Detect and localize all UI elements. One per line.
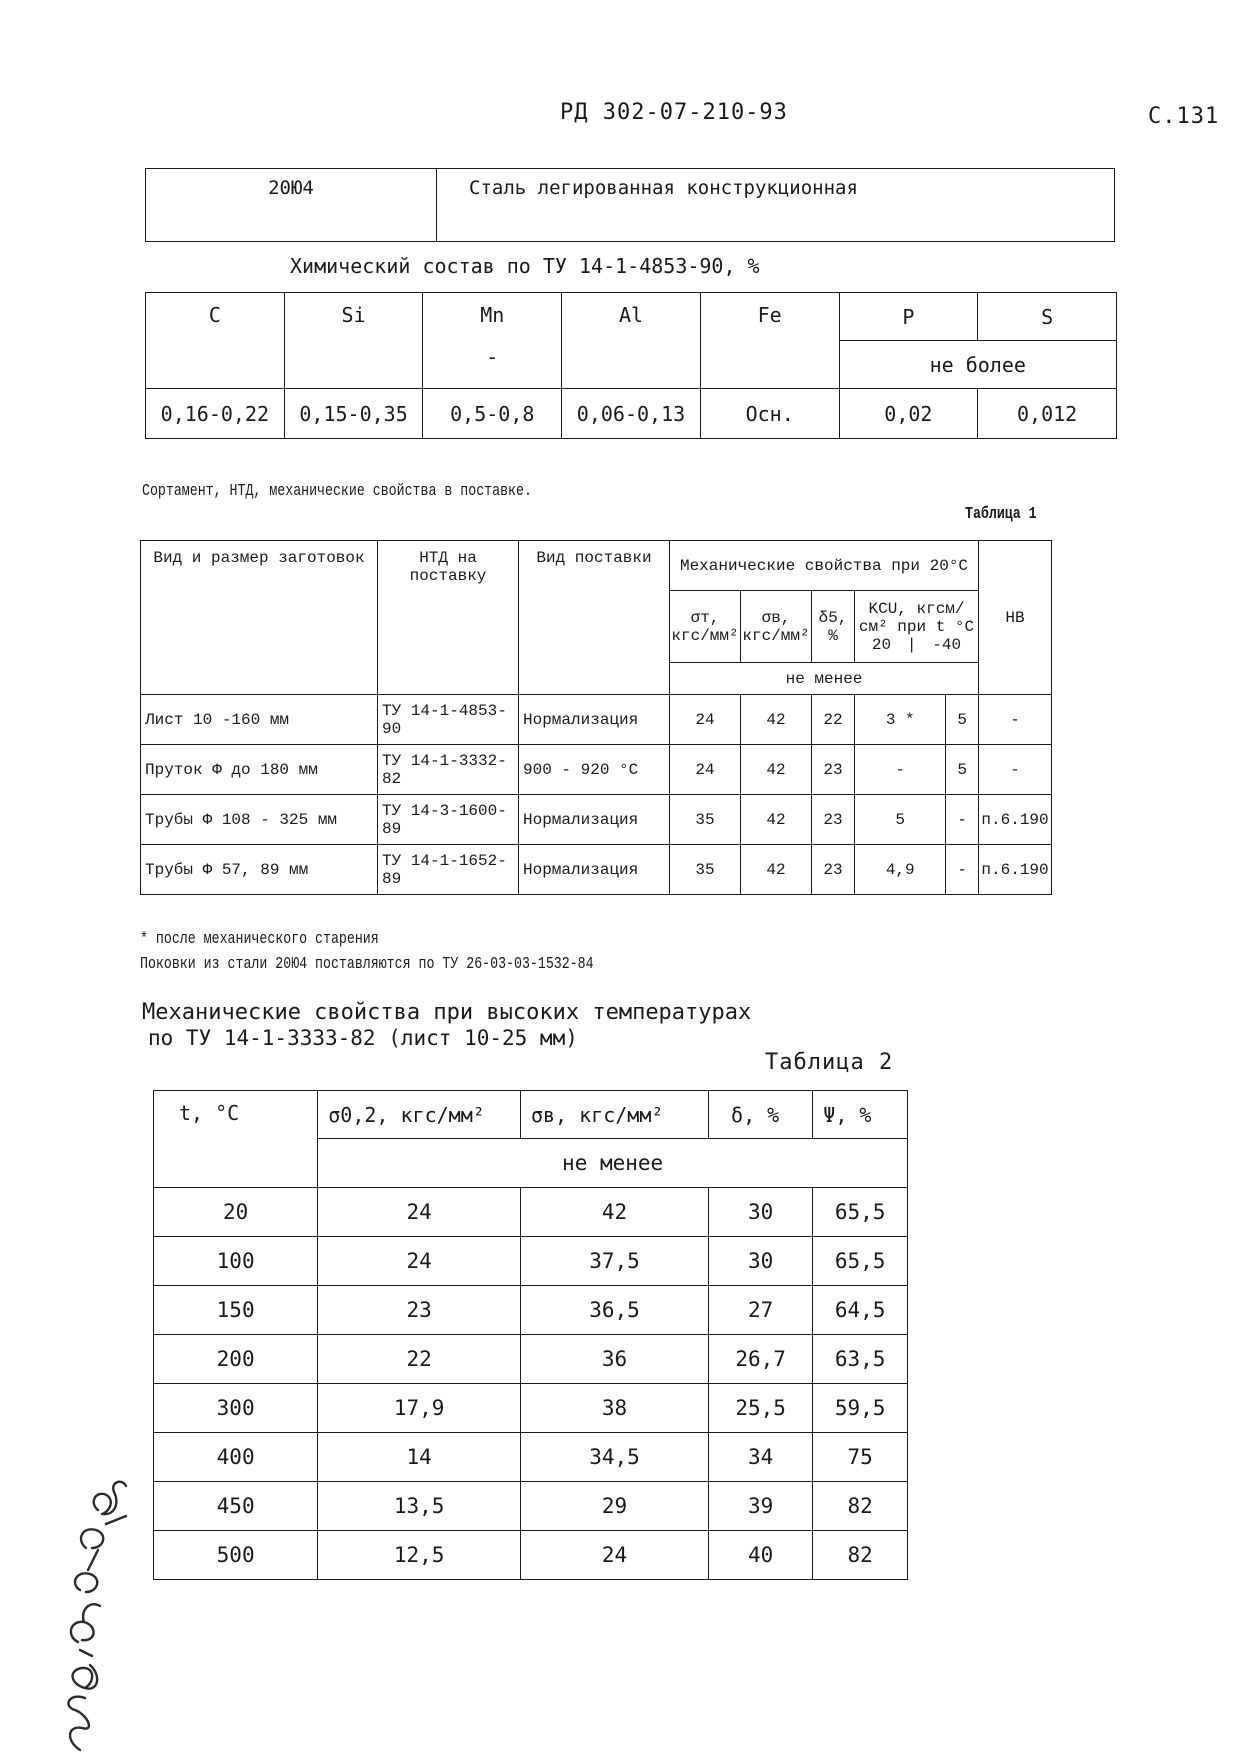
t2-r7-t: 500: [154, 1531, 318, 1580]
t1-header-sigma-t: σт, кгс/мм²: [670, 591, 741, 663]
t2-r3-t: 200: [154, 1335, 318, 1384]
t2-r2-delta: 27: [709, 1286, 813, 1335]
t2-r5-t: 400: [154, 1433, 318, 1482]
t2-r1-delta: 30: [709, 1237, 813, 1286]
t1-r2-ntd: ТУ 14-3-1600-89: [378, 795, 519, 845]
t1-header-kcu-20: 20: [871, 635, 892, 654]
table1-note: Поковки из стали 20Ю4 поставляются по ТУ 26-03-03-1532-84: [140, 955, 594, 974]
chem-header-s: S: [978, 293, 1117, 341]
t1-r3-sigma-t: 35: [670, 845, 741, 895]
t1-r1-hb: -: [979, 745, 1052, 795]
t1-r0-kcum40: 5: [946, 695, 979, 745]
chem-caption: Химический состав по ТУ 14-1-4853-90, %: [290, 254, 760, 278]
chem-header-c: C: [146, 293, 285, 389]
table-row: [154, 1531, 908, 1580]
t1-r3-kind: Трубы Ф 57, 89 мм: [141, 845, 378, 895]
t1-r0-kind: Лист 10 -160 мм: [141, 695, 378, 745]
t2-r3-sigma-v: 36: [520, 1335, 708, 1384]
t1-header-kcu-temps: 20 | -40: [871, 635, 962, 654]
t1-r2-kind: Трубы Ф 108 - 325 мм: [141, 795, 378, 845]
t2-r5-sigma-v: 34,5: [520, 1433, 708, 1482]
t2-r3-sigma02: 22: [318, 1335, 521, 1384]
t1-r0-delta5: 22: [812, 695, 855, 745]
chem-value-c: 0,16-0,22: [146, 389, 285, 439]
t1-header-kcu-label: KCU, кгсм/см² при t °С: [858, 599, 975, 636]
t2-header-psi: Ψ, %: [813, 1091, 908, 1139]
chem-value-al: 0,06-0,13: [562, 389, 701, 439]
t1-header-ntd: НТД на поставку: [378, 541, 519, 695]
t1-r0-hb: -: [979, 695, 1052, 745]
steel-grade-box: [145, 168, 1115, 242]
t1-r0-kcu20: 3 *: [855, 695, 946, 745]
table-row: [154, 1237, 908, 1286]
chem-header-mn-label: Mn: [480, 303, 505, 327]
t1-r3-hb: п.6.190: [979, 845, 1052, 895]
t2-r4-sigma-v: 38: [520, 1384, 708, 1433]
chem-value-s: 0,012: [978, 389, 1117, 439]
t2-r4-delta: 25,5: [709, 1384, 813, 1433]
t2-r0-delta: 30: [709, 1188, 813, 1237]
t2-header-sigma-v: σв, кгс/мм²: [520, 1091, 708, 1139]
t2-r0-sigma02: 24: [318, 1188, 521, 1237]
t2-header-sigma02: σ0,2, кгс/мм²: [318, 1091, 521, 1139]
t2-r7-psi: 82: [813, 1531, 908, 1580]
t1-header-delta5: δ5, %: [812, 591, 855, 663]
t2-r6-sigma-v: 29: [520, 1482, 708, 1531]
t2-r0-t: 20: [154, 1188, 318, 1237]
t2-r7-delta: 40: [709, 1531, 813, 1580]
t2-r6-psi: 82: [813, 1482, 908, 1531]
t2-r5-psi: 75: [813, 1433, 908, 1482]
t1-min-note: не менее: [670, 663, 979, 695]
t1-r0-delivery: Нормализация: [519, 695, 670, 745]
t2-r1-sigma02: 24: [318, 1237, 521, 1286]
table2-title-line2: по ТУ 14-1-3333-82 (лист 10-25 мм): [148, 1026, 578, 1050]
table-row: [141, 745, 1052, 795]
t1-r1-ntd: ТУ 14-1-3332-82: [378, 745, 519, 795]
chem-header-mn: [423, 293, 562, 389]
t1-header-kcu: [855, 591, 979, 663]
t2-r3-psi: 63,5: [813, 1335, 908, 1384]
table2-label: Таблица 2: [765, 1050, 894, 1075]
t1-r3-sigma-v: 42: [741, 845, 812, 895]
chem-value-mn: 0,5-0,8: [423, 389, 562, 439]
table1-footnote: * после механического старения: [140, 930, 379, 949]
t2-r2-sigma-v: 36,5: [520, 1286, 708, 1335]
steel-grade-description: Сталь легированная конструкционная: [437, 169, 1115, 242]
t2-r2-sigma02: 23: [318, 1286, 521, 1335]
table2-high-temperature: [153, 1090, 908, 1580]
table-row: [154, 1286, 908, 1335]
chem-value-fe: Осн.: [700, 389, 839, 439]
t1-header-kcu-m40: -40: [932, 635, 962, 654]
page-number: С.131: [1148, 104, 1220, 129]
table-row: [154, 1384, 908, 1433]
t1-header-kind: Вид и размер заготовок: [141, 541, 378, 695]
chem-header-fe: Fe: [700, 293, 839, 389]
t1-r1-sigma-v: 42: [741, 745, 812, 795]
chem-mn-dash: -: [486, 345, 499, 369]
t2-r4-t: 300: [154, 1384, 318, 1433]
chem-value-p: 0,02: [839, 389, 978, 439]
t1-r2-sigma-t: 35: [670, 795, 741, 845]
t2-r7-sigma02: 12,5: [318, 1531, 521, 1580]
table1-assortment: [140, 540, 1052, 895]
t2-r2-psi: 64,5: [813, 1286, 908, 1335]
t2-header-delta: δ, %: [709, 1091, 813, 1139]
t1-r1-delivery: 900 - 920 °С: [519, 745, 670, 795]
chem-header-p: P: [839, 293, 978, 341]
table2-title-line1: Механические свойства при высоких температурах: [142, 1000, 752, 1025]
table-row: [141, 795, 1052, 845]
table-row: [154, 1188, 908, 1237]
table-row: [141, 845, 1052, 895]
t1-r0-sigma-v: 42: [741, 695, 812, 745]
t2-r1-psi: 65,5: [813, 1237, 908, 1286]
t1-header-hb: НВ: [979, 541, 1052, 695]
t1-header-sigma-v: σв, кгс/мм²: [741, 591, 812, 663]
t2-r5-sigma02: 14: [318, 1433, 521, 1482]
t1-r1-kind: Пруток Ф до 180 мм: [141, 745, 378, 795]
handwritten-signature: [40, 1470, 170, 1760]
t1-r1-kcum40: 5: [946, 745, 979, 795]
t1-r1-sigma-t: 24: [670, 745, 741, 795]
chem-value-si: 0,15-0,35: [284, 389, 423, 439]
t1-r0-ntd: ТУ 14-1-4853-90: [378, 695, 519, 745]
t1-header-mech: Механические свойства при 20°С: [670, 541, 979, 591]
t2-min-note: не менее: [318, 1139, 908, 1188]
table-row: [154, 1482, 908, 1531]
t2-r6-delta: 39: [709, 1482, 813, 1531]
chem-header-si: Si: [284, 293, 423, 389]
t1-r1-kcu20: -: [855, 745, 946, 795]
t2-r3-delta: 26,7: [709, 1335, 813, 1384]
steel-grade-name: 20Ю4: [146, 169, 437, 242]
t1-r0-sigma-t: 24: [670, 695, 741, 745]
t1-r2-kcum40: -: [946, 795, 979, 845]
t1-r2-delivery: Нормализация: [519, 795, 670, 845]
t2-r7-sigma-v: 24: [520, 1531, 708, 1580]
table1-intro: Сортамент, НТД, механические свойства в поставке.: [142, 482, 532, 501]
table-row: [154, 1335, 908, 1384]
t2-header-t: t, °С: [154, 1091, 318, 1188]
t1-r3-delta5: 23: [812, 845, 855, 895]
table1-label: Таблица 1: [965, 505, 1037, 524]
t2-r0-sigma-v: 42: [520, 1188, 708, 1237]
t2-r1-t: 100: [154, 1237, 318, 1286]
t1-r3-kcu20: 4,9: [855, 845, 946, 895]
t2-r6-sigma02: 13,5: [318, 1482, 521, 1531]
t2-r4-psi: 59,5: [813, 1384, 908, 1433]
chem-limit-note: не более: [839, 341, 1116, 389]
chemical-composition-table: [145, 292, 1117, 439]
t1-r1-delta5: 23: [812, 745, 855, 795]
table-row: [154, 1433, 908, 1482]
t1-r3-delivery: Нормализация: [519, 845, 670, 895]
t2-r6-t: 450: [154, 1482, 318, 1531]
t1-r2-hb: п.6.190: [979, 795, 1052, 845]
chem-header-al: Al: [562, 293, 701, 389]
t2-r1-sigma-v: 37,5: [520, 1237, 708, 1286]
t1-r2-delta5: 23: [812, 795, 855, 845]
t2-r5-delta: 34: [709, 1433, 813, 1482]
t1-r3-kcum40: -: [946, 845, 979, 895]
t1-r3-ntd: ТУ 14-1-1652-89: [378, 845, 519, 895]
t2-r4-sigma02: 17,9: [318, 1384, 521, 1433]
t2-r0-psi: 65,5: [813, 1188, 908, 1237]
t1-header-delivery: Вид поставки: [519, 541, 670, 695]
t1-r2-sigma-v: 42: [741, 795, 812, 845]
t1-r2-kcu20: 5: [855, 795, 946, 845]
document-code: РД 302-07-210-93: [560, 100, 788, 125]
table-row: [141, 695, 1052, 745]
t2-r2-t: 150: [154, 1286, 318, 1335]
